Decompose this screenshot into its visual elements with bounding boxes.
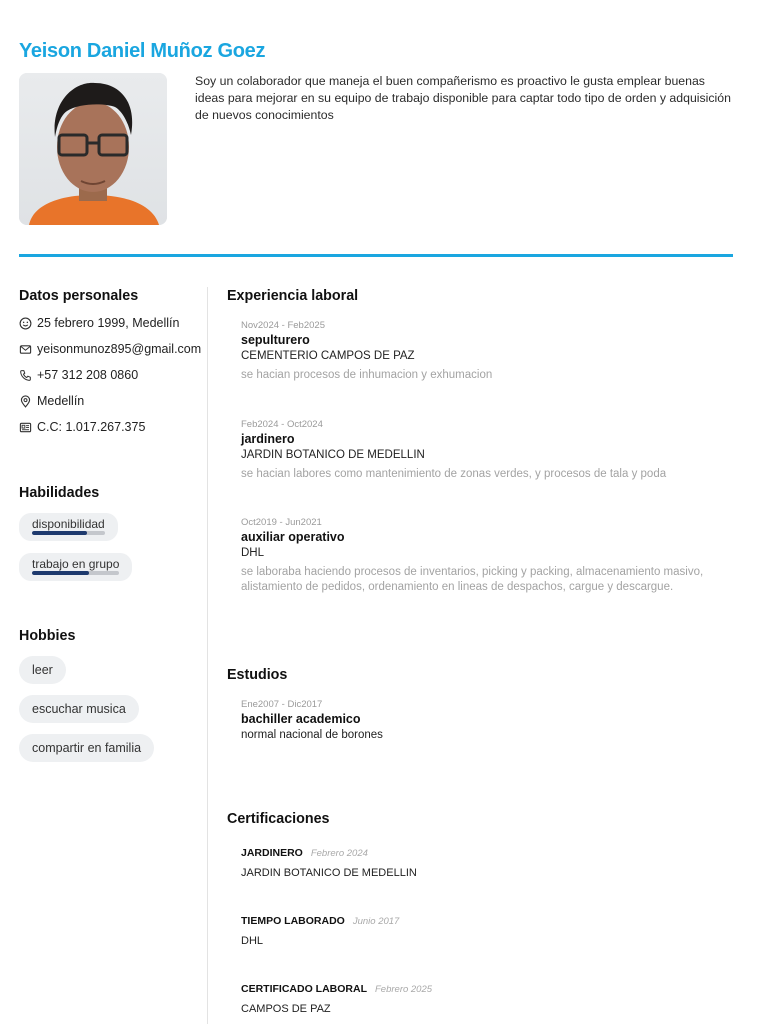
skill-bar: [32, 531, 105, 535]
certification-org: JARDIN BOTANICO DE MEDELLIN: [241, 867, 417, 879]
skill-bar-fill: [32, 531, 87, 535]
studies-heading: Estudios: [227, 667, 288, 683]
smile-icon: [19, 317, 32, 330]
certification-date: Febrero 2024: [310, 848, 368, 859]
skills-heading: Habilidades: [19, 485, 100, 501]
profile-photo: [19, 73, 167, 225]
certification-title: TIEMPO LABORADO: [241, 915, 345, 927]
experience-item: [241, 320, 721, 383]
header-divider: [19, 254, 733, 257]
phone-text[interactable]: +57 312 208 0860: [37, 368, 139, 382]
experience-company: DHL: [241, 547, 265, 559]
experience-date: Nov2024 - Feb2025: [241, 320, 325, 331]
experience-company: CEMENTERIO CAMPOS DE PAZ: [241, 350, 415, 362]
certification-item: [241, 911, 721, 947]
phone-row: [19, 362, 209, 388]
certification-org: DHL: [241, 935, 264, 947]
certification-date: Junio 2017: [352, 916, 400, 927]
skill-chip: [19, 513, 118, 541]
study-item: [241, 699, 721, 741]
experience-role: sepulturero: [241, 333, 310, 347]
location-icon: [19, 395, 32, 408]
experience-description: se laboraba haciendo procesos de inventarios, picking y packing, almacenamiento masivo, alistamiento de pedidos, ordenamiento en lineas de despachos, cargue y descargue.: [241, 566, 704, 593]
certification-date: Febrero 2025: [375, 984, 433, 995]
birth-row: [19, 310, 209, 336]
skill-label: disponibilidad: [32, 517, 105, 531]
hobby-chip: leer: [19, 656, 66, 684]
hobbies-heading: Hobbies: [19, 628, 76, 644]
mail-icon: [19, 343, 32, 356]
experience-heading: Experiencia laboral: [227, 288, 359, 304]
experience-item: [241, 517, 721, 595]
skill-chip: [19, 553, 132, 581]
skills-list: [19, 513, 209, 593]
personal-heading: Datos personales: [19, 288, 139, 304]
id-text: C.C: 1.017.267.375: [37, 420, 146, 434]
certification-item: [241, 979, 721, 1015]
profile-summary: Soy un colaborador que maneja el buen compañerismo es proactivo le gusta emplear buenas ideas para mejorar en su equipo de trabajo disponible para captar todo tipo de orden y adquisición de nuevos conocimientos: [195, 74, 731, 122]
experience-date: Oct2019 - Jun2021: [241, 517, 322, 528]
hobbies-list: [19, 656, 209, 773]
id-row: [19, 414, 209, 440]
cv-name: Yeison Daniel Muñoz Goez: [19, 40, 266, 62]
experience-item: [241, 419, 721, 482]
city-row: [19, 388, 209, 414]
study-school: normal nacional de borones: [241, 729, 383, 741]
id-card-icon: [19, 421, 32, 434]
city-text: Medellín: [37, 394, 85, 408]
experience-description: se hacian labores como mantenimiento de zonas verdes, y procesos de tala y poda: [241, 468, 667, 480]
birth-text: 25 febrero 1999, Medellín: [37, 316, 180, 330]
experience-role: auxiliar operativo: [241, 530, 345, 544]
hobby-chip: escuchar musica: [19, 695, 139, 723]
email-row: [19, 336, 209, 362]
skill-bar: [32, 571, 119, 575]
email-text[interactable]: yeisonmunoz895@gmail.com: [37, 342, 202, 356]
certification-title: JARDINERO: [241, 847, 303, 859]
experience-description: se hacian procesos de inhumacion y exhumacion: [241, 369, 493, 381]
study-date: Ene2007 - Dic2017: [241, 699, 323, 710]
certifications-heading: Certificaciones: [227, 811, 330, 827]
personal-info: [19, 310, 209, 440]
hobby-chip: compartir en familia: [19, 734, 154, 762]
phone-icon: [19, 369, 32, 382]
experience-company: JARDIN BOTANICO DE MEDELLIN: [241, 449, 425, 461]
experience-date: Feb2024 - Oct2024: [241, 419, 323, 430]
skill-label: trabajo en grupo: [32, 557, 120, 571]
experience-role: jardinero: [241, 432, 295, 446]
skill-bar-fill: [32, 571, 89, 575]
certification-title: CERTIFICADO LABORAL: [241, 983, 367, 995]
certification-org: CAMPOS DE PAZ: [241, 1003, 331, 1015]
certification-item: [241, 843, 721, 879]
study-title: bachiller academico: [241, 712, 361, 726]
